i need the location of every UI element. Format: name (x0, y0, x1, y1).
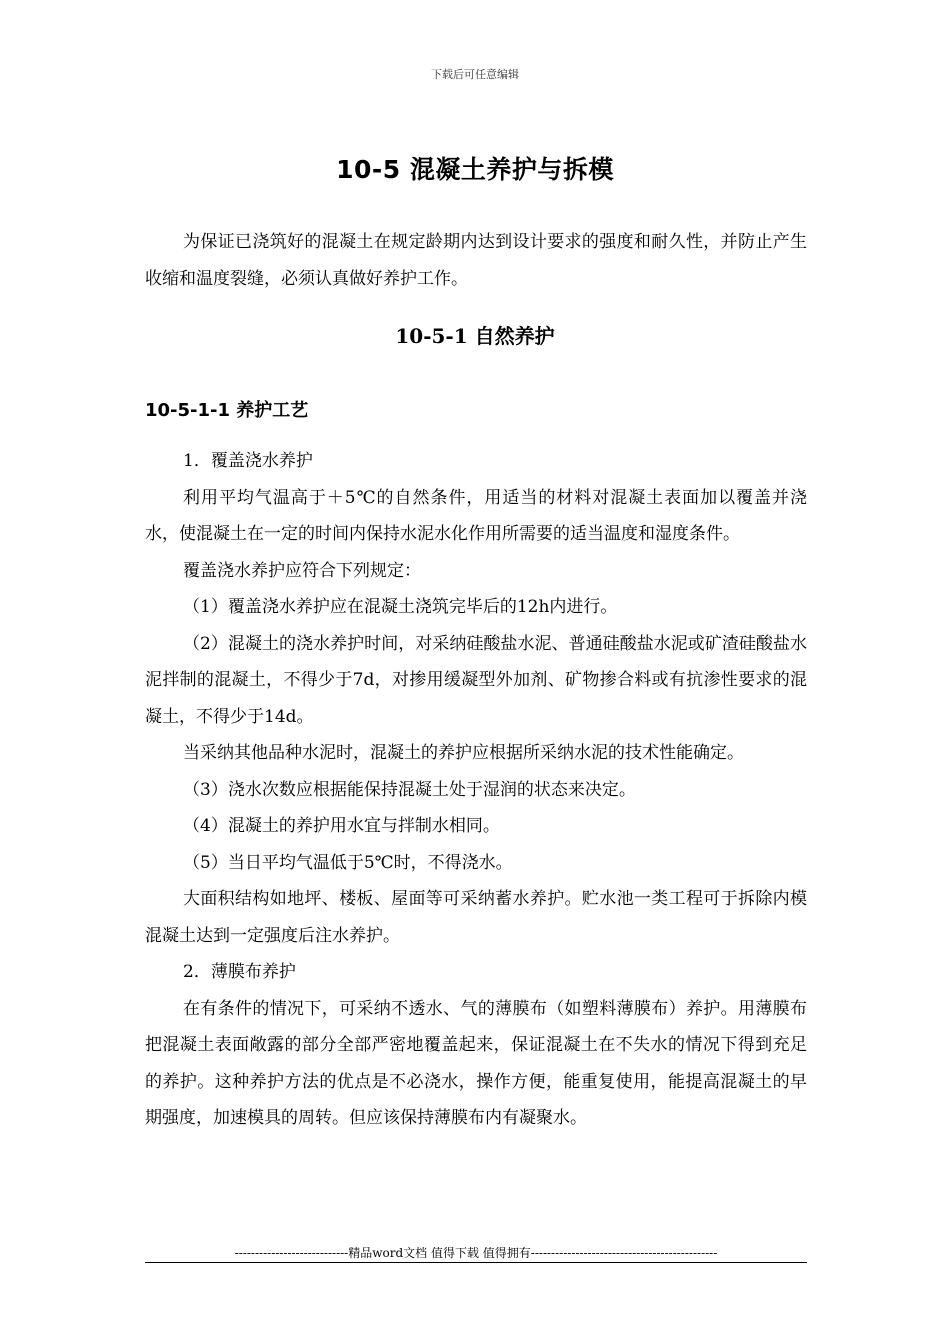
paragraph: （4）混凝土的养护用水宜与拌制水相同。 (183, 816, 500, 836)
page-title: 10-5 混凝土养护与拆模 (336, 155, 614, 184)
paragraph: 利用平均气温高于＋5℃的自然条件，用适当的材料对混凝土表面加以覆盖并浇水，使混凝土在一定的时间内保持水泥水化作用所需要的适当温度和湿度条件。 (145, 487, 807, 544)
paragraph: 大面积结构如地坪、楼板、屋面等可采纳蓄水养护。贮水池一类工程可于拆除内模混凝土达到一定强度后注水养护。 (145, 889, 807, 946)
paragraph: 在有条件的情况下，可采纳不透水、气的薄膜布（如塑料薄膜布）养护。用薄膜布把混凝土表面敞露的部分全部严密地覆盖起来，保证混凝土在不失水的情况下得到充足的养护。这种养护方法的优点是不必浇水，操作方便，能重复使用，能提高混凝土的早期强度，加速模具的周转。但应该保持薄膜布内有凝聚水。 (145, 998, 807, 1128)
paragraph: （5）当日平均气温低于5℃时，不得浇水。 (183, 852, 513, 873)
body-block (145, 443, 807, 1137)
paragraph: 2．薄膜布养护 (183, 962, 296, 982)
intro-block (145, 224, 807, 298)
paragraph: （2）混凝土的浇水养护时间，对采纳硅酸盐水泥、普通硅酸盐水泥或矿渣硅酸盐水泥拌制的混凝土，不得少于7d，对掺用缓凝型外加剂、矿物掺合料或有抗渗性要求的混凝土，不得少于14d。 (145, 633, 807, 727)
subsection-heading: 10-5-1-1 养护工艺 (145, 400, 309, 421)
paragraph: （1）覆盖浇水养护应在混凝土浇筑完毕后的12h内进行。 (183, 597, 618, 617)
footer-divider (145, 1262, 807, 1263)
page-header: 下载后可任意编辑 (431, 68, 519, 81)
paragraph: 1．覆盖浇水养护 (183, 451, 313, 471)
intro-paragraph: 为保证已浇筑好的混凝土在规定龄期内达到设计要求的强度和耐久性，并防止产生收缩和温度裂缝，必须认真做好养护工作。 (145, 232, 807, 289)
paragraph: 当采纳其他品种水泥时，混凝土的养护应根据所采纳水泥的技术性能确定。 (183, 743, 744, 763)
paragraph: （3）浇水次数应根据能保持混凝土处于湿润的状态来决定。 (183, 779, 636, 800)
paragraph: 覆盖浇水养护应符合下列规定： (183, 560, 421, 581)
section-heading: 10-5-1 自然养护 (395, 324, 555, 348)
page-footer: ----------------------------精品word文档 值得下载 值得拥有---------------------------------------------- (234, 1246, 718, 1260)
